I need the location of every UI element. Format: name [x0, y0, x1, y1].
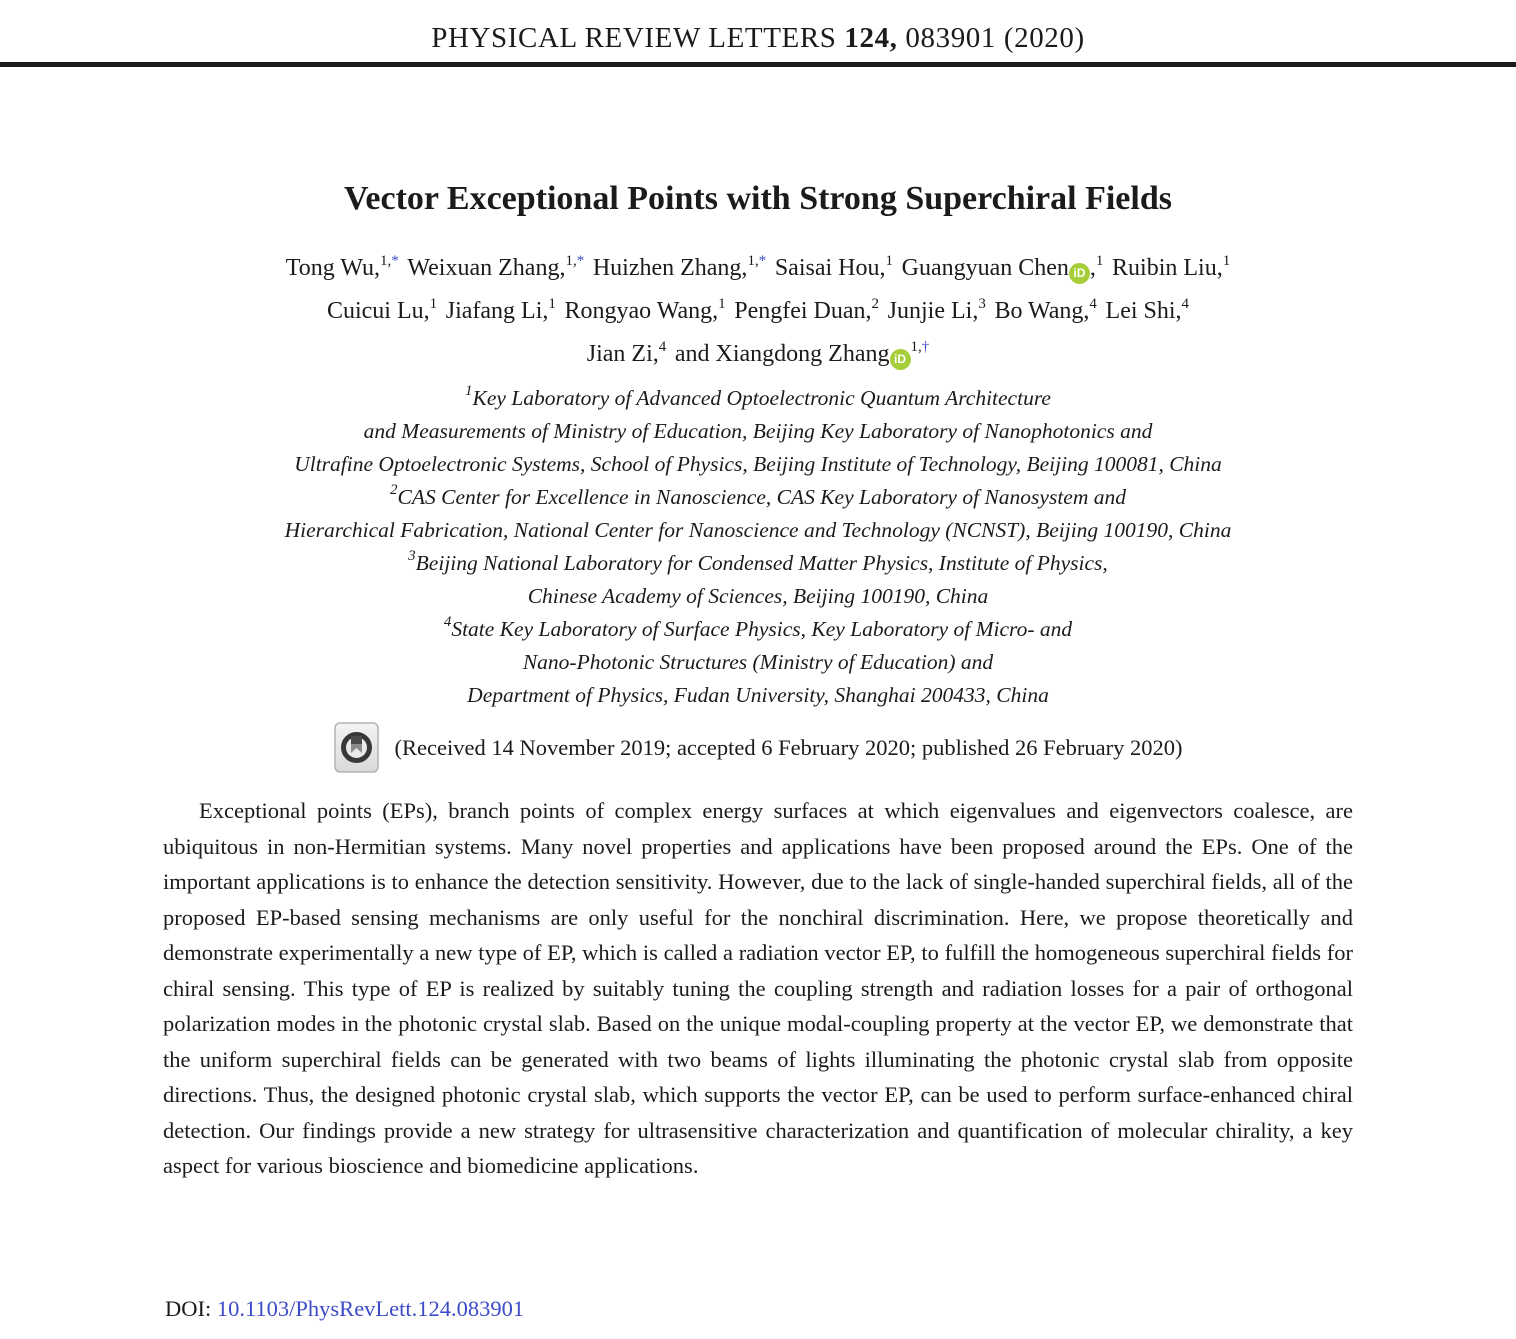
author: Jiafang Li,$^1$ — [445, 296, 556, 324]
author: Tong Wu,$^{1,*}$ — [285, 253, 399, 281]
author: Lei Shi,$^4$ — [1105, 296, 1190, 324]
author-line-1 — [0, 247, 1516, 290]
affiliation-line: $^1$Key Laboratory of Advanced Optoelectronic Quantum Architecture — [465, 383, 1051, 410]
affiliation-list — [0, 382, 1516, 712]
journal-header — [0, 0, 1516, 55]
doi-link[interactable]: 10.1103/PhysRevLett.124.083901 — [216, 1296, 525, 1321]
author: and Xiangdong Zhang $iD^{1,\dagger}$ — [675, 341, 929, 367]
author: Pengfei Duan,$^2$ — [734, 296, 880, 324]
author-line-3 — [0, 333, 1516, 376]
affiliation-line: Hierarchical Fabrication, National Center for Nanoscience and Technology (NCNST), Beijing 100190, China — [284, 518, 1232, 542]
received-row — [0, 722, 1516, 773]
orcid-icon[interactable]: iD — [1069, 263, 1090, 284]
affiliation-line: Nano-Photonic Structures (Ministry of Education) and — [522, 650, 994, 674]
author: Junjie Li,$^3$ — [887, 296, 986, 324]
doi-label: DOI: — [165, 1296, 212, 1321]
author-list — [0, 247, 1516, 376]
author-line-2 — [0, 290, 1516, 333]
author: Guangyuan Chen iD ,$^1$ — [902, 255, 1104, 281]
author: Rongyao Wang,$^1$ — [564, 296, 726, 324]
author: Saisai Hou,$^1$ — [774, 253, 893, 281]
author: Huizhen Zhang,$^{1,*}$ — [592, 253, 767, 281]
author: Bo Wang,$^4$ — [994, 296, 1097, 324]
journal-volume: 124, — [844, 22, 898, 54]
doi-row — [165, 1296, 524, 1322]
received-dates: (Received 14 November 2019; accepted 6 February 2020; published 26 February 2020) — [394, 734, 1183, 760]
affiliation-line: Chinese Academy of Sciences, Beijing 100190, China — [527, 584, 989, 608]
author: Weixuan Zhang,$^{1,*}$ — [407, 253, 585, 281]
affiliation-line: and Measurements of Ministry of Education, Beijing Key Laboratory of Nanophotonics and — [363, 419, 1153, 443]
affiliation-line: Ultrafine Optoelectronic Systems, School of Physics, Beijing Institute of Technology, Beijing 100081, China — [294, 452, 1222, 476]
author: Ruibin Liu,$^1$ — [1112, 253, 1231, 281]
affiliation-line: $^3$Beijing National Laboratory for Condensed Matter Physics, Institute of Physics, — [408, 548, 1108, 575]
affiliation-line: Department of Physics, Fudan University, Shanghai 200433, China — [467, 683, 1049, 707]
crossmark-check-for-updates-icon[interactable] — [334, 722, 379, 773]
author: Cuicui Lu,$^1$ — [326, 296, 438, 324]
header-rule — [0, 62, 1516, 67]
journal-article-info: 083901 (2020) — [905, 22, 1085, 54]
affiliation-line: $^2$CAS Center for Excellence in Nanoscience, CAS Key Laboratory of Nanosystem and — [390, 482, 1126, 509]
author: Jian Zi,$^4$ — [586, 339, 667, 367]
abstract-text: Exceptional points (EPs), branch points of complex energy surfaces at which eigenvalues and eigenvectors coalesce, are ubiquitous in non-Hermitian systems. Many novel properties and applications have been proposed around the EPs. One of the important applications is to enhance the detection sensitivity. However, due to the lack of single-handed superchiral fields, all of the proposed EP-based sensing mechanisms are only useful for the nonchiral discrimination. Here, we propose theoretically and demonstrate experimentally a new type of EP, which is called a radiation vector EP, to fulfill the homogeneous superchiral fields for chiral sensing. This type of EP is realized by suitably tuning the coupling strength and radiation losses for a pair of orthogonal polarization modes in the photonic crystal slab. Based on the unique modal-coupling property at the vector EP, we demonstrate that the uniform superchiral fields can be generated with two beams of lights illuminating the photonic crystal slab from opposite directions. Thus, the designed photonic crystal slab, which supports the vector EP, can be used to perform surface-enhanced chiral detection. Our findings provide a new strategy for ultrasensitive characterization and quantification of molecular chirality, a key aspect for various bioscience and biomedicine applications. — [163, 798, 1353, 1178]
affiliation-line: $^4$State Key Laboratory of Surface Physics, Key Laboratory of Micro- and — [443, 614, 1073, 641]
journal-name: PHYSICAL REVIEW LETTERS — [431, 22, 837, 54]
paper-title: Vector Exceptional Points with Strong Superchiral Fields — [343, 180, 1172, 217]
orcid-icon[interactable]: iD — [890, 349, 911, 370]
